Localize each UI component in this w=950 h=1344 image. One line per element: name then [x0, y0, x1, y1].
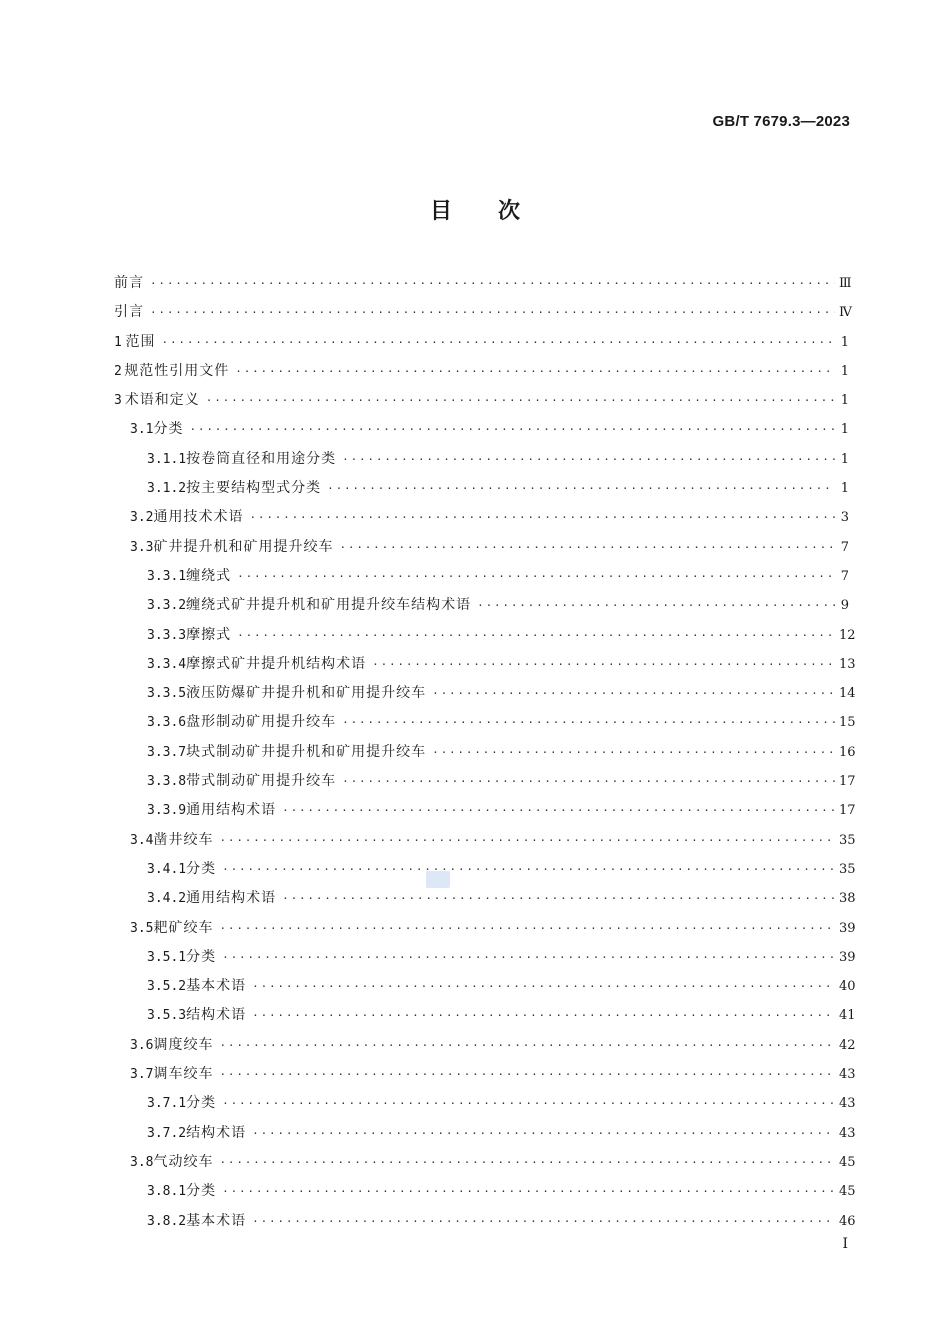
toc-entry-label: 规范性引用文件 [124, 362, 230, 379]
toc-entry[interactable] [114, 1177, 856, 1206]
toc-entry[interactable] [114, 1148, 856, 1177]
toc-entry-page: 35 [839, 861, 856, 877]
toc-dot-leader [219, 1031, 835, 1060]
toc-dot-leader [342, 708, 835, 737]
toc-entry-number: 3.3.4 [147, 656, 187, 672]
toc-entry-label: 带式制动矿用提升绞车 [186, 773, 337, 790]
toc-dot-leader [477, 591, 835, 620]
toc-entry-number: 3.3 [130, 539, 154, 555]
toc-entry-label: 块式制动矿井提升机和矿用提升绞车 [186, 743, 427, 760]
toc-entry[interactable] [114, 591, 849, 620]
toc-dot-leader [252, 1001, 835, 1030]
toc-entry-label: 通用结构术语 [186, 802, 277, 819]
toc-dot-leader [339, 533, 835, 562]
toc-entry[interactable] [114, 914, 856, 943]
toc-entry-label: 按主要结构型式分类 [186, 480, 322, 497]
toc-entry-number: 3.7 [130, 1067, 154, 1083]
toc-entry-number: 3.7.2 [147, 1125, 187, 1141]
toc-entry[interactable] [114, 1089, 856, 1118]
toc-entry-page: 12 [839, 627, 856, 643]
toc-entry[interactable] [114, 943, 856, 972]
toc-entry-label: 引言 [114, 304, 144, 321]
toc-dot-leader [282, 884, 835, 913]
toc-entry[interactable] [114, 562, 849, 591]
toc-dot-leader [219, 826, 835, 855]
toc-dot-leader [432, 679, 835, 708]
toc-entry-page: 43 [839, 1096, 856, 1112]
toc-entry[interactable] [114, 386, 849, 415]
toc-entry[interactable] [114, 1060, 856, 1089]
toc-entry-page: 1 [840, 363, 849, 379]
toc-entry[interactable] [114, 474, 849, 503]
toc-entry-number: 3.3.7 [147, 744, 187, 760]
toc-entry-label: 分类 [153, 421, 184, 438]
toc-dot-leader [372, 650, 835, 679]
toc-entry-number: 3.1.2 [147, 481, 187, 497]
toc-entry-number: 3.3.9 [147, 803, 187, 819]
toc-entry-label: 基本术语 [186, 978, 247, 995]
toc-entry[interactable] [114, 767, 856, 796]
toc-dot-leader [219, 1060, 835, 1089]
toc-dot-leader [249, 503, 835, 532]
toc-entry-page: 38 [839, 891, 856, 907]
page-title: 目次 [429, 199, 566, 224]
toc-entry-label: 矿井提升机和矿用提升绞车 [153, 538, 334, 555]
toc-entry-number: 3.3.3 [147, 627, 187, 643]
toc-entry-number: 3.3.5 [147, 686, 187, 702]
toc-entry[interactable] [114, 855, 856, 884]
toc-entry-label: 按卷筒直径和用途分类 [186, 450, 337, 467]
watermark-logo [426, 871, 450, 888]
toc-dot-leader [219, 914, 835, 943]
toc-entry-number: 3.8 [130, 1154, 154, 1170]
toc-entry-label: 调度绞车 [153, 1036, 214, 1053]
table-of-contents [114, 269, 856, 1236]
toc-entry-page: 1 [840, 422, 849, 438]
toc-entry[interactable] [114, 738, 856, 767]
toc-entry-page: 1 [840, 393, 849, 409]
toc-entry-number: 3.5 [130, 920, 154, 936]
toc-entry[interactable] [114, 796, 856, 825]
toc-entry-page: 13 [839, 656, 856, 672]
toc-entry-page: 1 [840, 334, 849, 350]
toc-entry[interactable] [114, 972, 856, 1001]
toc-entry[interactable] [114, 269, 852, 298]
toc-entry-number: 3.6 [130, 1037, 154, 1053]
toc-dot-leader [150, 298, 835, 327]
toc-entry-page: 16 [839, 744, 856, 760]
toc-entry-page: Ⅳ [839, 305, 852, 321]
toc-entry-label: 分类 [186, 1183, 217, 1200]
toc-entry-page: 3 [840, 510, 849, 526]
toc-entry[interactable] [114, 533, 849, 562]
toc-entry-page: 42 [839, 1037, 856, 1053]
toc-entry[interactable] [114, 679, 856, 708]
toc-entry-number: 3.5.2 [147, 979, 187, 995]
toc-entry-number: 3.4.1 [147, 861, 187, 877]
toc-dot-leader [237, 562, 835, 591]
toc-dot-leader [342, 767, 835, 796]
toc-entry-number: 3.5.1 [147, 949, 187, 965]
toc-entry[interactable] [114, 503, 849, 532]
toc-entry-page: 43 [839, 1067, 856, 1083]
toc-dot-leader [150, 269, 835, 298]
toc-entry-number: 3.3.2 [147, 598, 187, 614]
toc-dot-leader [327, 474, 835, 503]
toc-entry-number: 3 [114, 393, 122, 409]
toc-entry-number: 3.2 [130, 510, 154, 526]
toc-entry-page: 7 [840, 568, 849, 584]
toc-entry-label: 分类 [186, 948, 217, 965]
toc-entry[interactable] [114, 621, 856, 650]
toc-entry-page: 46 [839, 1213, 856, 1229]
toc-entry-page: 17 [839, 803, 856, 819]
toc-entry-page: 45 [839, 1154, 856, 1170]
toc-entry-label: 分类 [186, 860, 217, 877]
toc-entry-number: 3.1 [130, 422, 154, 438]
toc-entry[interactable] [114, 328, 849, 357]
toc-entry-label: 盘形制动矿用提升绞车 [186, 714, 337, 731]
toc-entry[interactable] [114, 1031, 856, 1060]
toc-entry-number: 3.4 [130, 832, 154, 848]
toc-dot-leader [162, 328, 835, 357]
toc-dot-leader [432, 738, 835, 767]
toc-entry-page: 9 [840, 598, 849, 614]
toc-entry-number: 2 [114, 363, 122, 379]
toc-entry[interactable] [114, 357, 849, 386]
toc-entry-number: 3.3.1 [147, 568, 187, 584]
toc-dot-leader [222, 855, 835, 884]
toc-entry[interactable] [114, 1119, 856, 1148]
toc-entry-page: 15 [839, 715, 856, 731]
toc-dot-leader [222, 1177, 835, 1206]
toc-entry-page: 17 [839, 774, 856, 790]
toc-entry[interactable] [114, 884, 856, 913]
toc-entry-label: 基本术语 [186, 1212, 247, 1229]
toc-entry[interactable] [114, 650, 856, 679]
toc-entry-label: 缠绕式 [186, 567, 232, 584]
toc-entry-label: 耙矿绞车 [153, 919, 214, 936]
toc-entry[interactable] [114, 298, 852, 327]
toc-entry-label: 结构术语 [186, 1124, 247, 1141]
toc-dot-leader [252, 972, 835, 1001]
toc-entry-label: 气动绞车 [153, 1153, 214, 1170]
toc-dot-leader [222, 1089, 835, 1118]
toc-entry[interactable] [114, 826, 856, 855]
toc-entry-number: 3.1.1 [147, 451, 187, 467]
toc-entry-page: 1 [840, 451, 849, 467]
toc-entry-page: 35 [839, 832, 856, 848]
toc-entry-label: 液压防爆矿井提升机和矿用提升绞车 [186, 685, 427, 702]
toc-entry-page: 39 [839, 949, 856, 965]
toc-entry-label: 缠绕式矿井提升机和矿用提升绞车结构术语 [186, 597, 472, 614]
standard-number: GB/T 7679.3—2023 [712, 113, 850, 130]
toc-entry[interactable] [114, 1001, 856, 1030]
toc-dot-leader [235, 357, 835, 386]
toc-entry-page: Ⅲ [839, 276, 852, 291]
toc-entry[interactable] [114, 708, 856, 737]
toc-entry-label: 通用技术术语 [153, 509, 244, 526]
toc-entry-page: 39 [839, 920, 856, 936]
toc-dot-leader [206, 386, 835, 415]
toc-dot-leader [252, 1207, 835, 1236]
toc-entry-page: 45 [839, 1184, 856, 1200]
toc-entry-label: 通用结构术语 [186, 890, 277, 907]
toc-entry-label: 凿井绞车 [153, 831, 214, 848]
toc-entry-page: 40 [839, 979, 856, 995]
toc-entry[interactable] [114, 415, 849, 444]
toc-entry-label: 摩擦式矿井提升机结构术语 [186, 655, 367, 672]
toc-dot-leader [342, 445, 835, 474]
toc-entry-page: 1 [840, 481, 849, 497]
toc-entry-label: 术语和定义 [124, 392, 200, 409]
toc-entry-number: 3.8.1 [147, 1184, 187, 1200]
toc-entry-number: 3.8.2 [147, 1213, 187, 1229]
page-number: I [842, 1236, 848, 1252]
toc-entry-page: 43 [839, 1125, 856, 1141]
toc-dot-leader [219, 1148, 835, 1177]
toc-entry-number: 3.3.8 [147, 774, 187, 790]
toc-entry[interactable] [114, 445, 849, 474]
toc-dot-leader [252, 1119, 835, 1148]
toc-entry-label: 调车绞车 [153, 1066, 214, 1083]
toc-dot-leader [189, 415, 835, 444]
toc-entry-label: 范围 [125, 333, 156, 350]
toc-entry-label: 结构术语 [186, 1007, 247, 1024]
toc-entry-label: 分类 [186, 1095, 217, 1112]
toc-entry-label: 前言 [114, 275, 144, 291]
toc-entry-number: 3.4.2 [147, 891, 187, 907]
toc-entry-page: 41 [839, 1008, 856, 1024]
toc-entry-label: 摩擦式 [186, 626, 232, 643]
toc-entry-number: 3.7.1 [147, 1096, 187, 1112]
toc-entry-number: 1 [114, 334, 122, 350]
toc-entry[interactable] [114, 1207, 856, 1236]
toc-entry-number: 3.5.3 [147, 1008, 187, 1024]
toc-dot-leader [222, 943, 835, 972]
toc-entry-page: 7 [840, 539, 849, 555]
toc-dot-leader [237, 621, 835, 650]
toc-dot-leader [282, 796, 835, 825]
toc-entry-number: 3.3.6 [147, 715, 187, 731]
toc-entry-page: 14 [839, 686, 856, 702]
